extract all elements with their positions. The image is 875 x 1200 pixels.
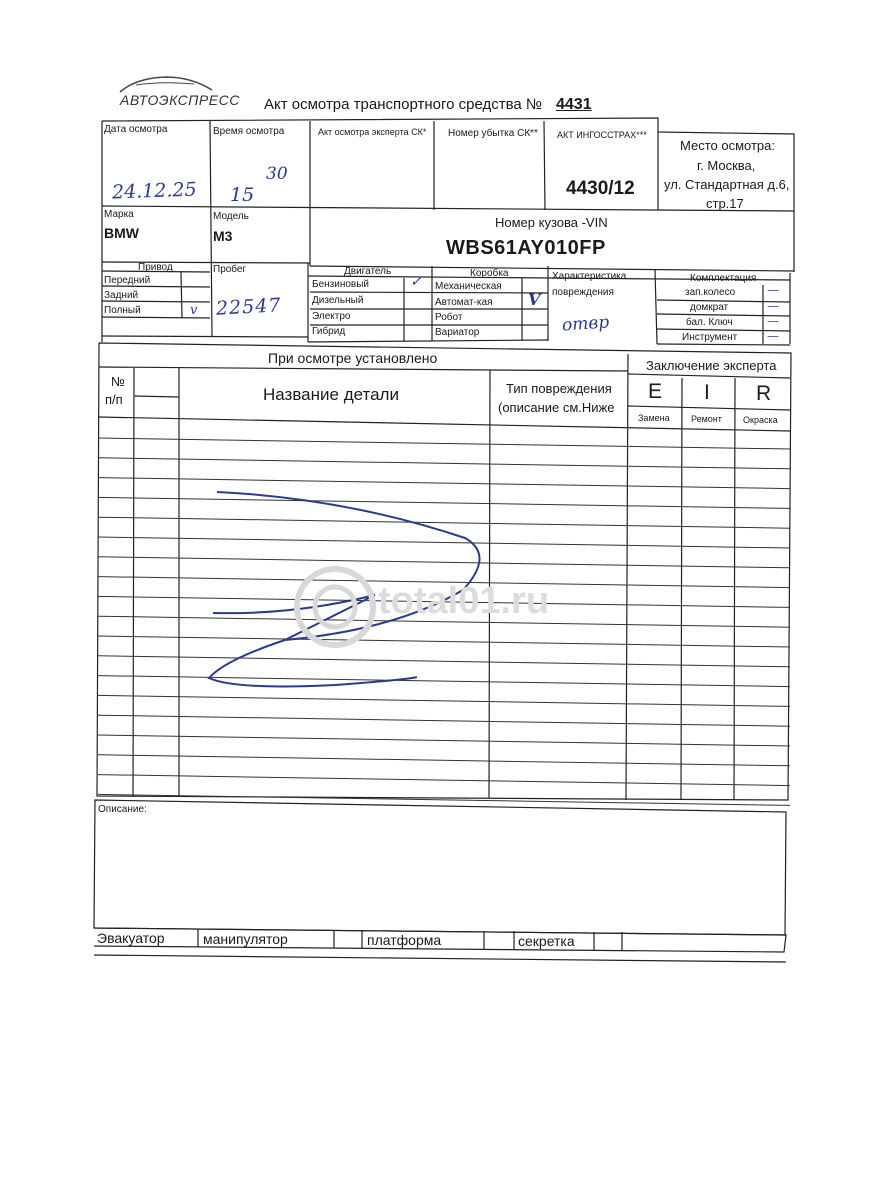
loss-number-label: Номер убытка СК** bbox=[448, 128, 538, 139]
findings-title: При осмотре установлено bbox=[268, 350, 438, 366]
damage-label-1: Характеристика bbox=[552, 271, 627, 282]
footer-platform: платформа bbox=[367, 932, 442, 948]
no-label-2: п/п bbox=[105, 392, 123, 407]
equipment-spare-wheel: зап.колесо bbox=[685, 287, 736, 298]
time-hour: 15 bbox=[230, 184, 255, 206]
date-label: Дата осмотра bbox=[104, 124, 168, 135]
drive-mark: v bbox=[190, 303, 198, 318]
footer-manipulator: манипулятор bbox=[203, 931, 288, 947]
model-label: Модель bbox=[213, 211, 249, 222]
col-e-label: E bbox=[648, 380, 663, 403]
page-title: Акт осмотра транспортного средства № bbox=[264, 96, 543, 113]
equipment-mark-4: — bbox=[767, 329, 779, 343]
place-label: Место осмотра: bbox=[680, 138, 775, 153]
model-value: M3 bbox=[213, 228, 233, 244]
equipment-balloon-key: бал. Ключ bbox=[686, 317, 733, 328]
damage-type-label-2: (описание см.Ниже bbox=[498, 400, 615, 415]
footer-secretka: секретка bbox=[518, 933, 575, 949]
drive-option-all: Полный bbox=[104, 305, 141, 316]
brand-value: BMW bbox=[104, 225, 139, 241]
drive-option-rear: Задний bbox=[104, 290, 139, 301]
conclusion-label: Заключение эксперта bbox=[646, 358, 777, 373]
col-r-label: R bbox=[756, 382, 772, 405]
col-e-sub: Замена bbox=[638, 413, 670, 423]
table-row-line bbox=[98, 458, 790, 469]
table-row-line bbox=[98, 755, 790, 766]
ingos-value: 4430/12 bbox=[566, 178, 635, 199]
equipment-mark-1: — bbox=[767, 283, 779, 297]
damage-value: отвр bbox=[561, 312, 610, 336]
damage-type-label: Тип повреждения bbox=[506, 381, 612, 396]
engine-option-petrol: Бензиновый bbox=[312, 279, 369, 290]
ingos-label: АКТ ИНГОССТРАХ*** bbox=[557, 130, 647, 140]
table-row-line bbox=[98, 775, 790, 786]
gearbox-label: Коробка bbox=[470, 268, 509, 279]
place-city: г. Москва, bbox=[697, 158, 756, 173]
drive-label: Привод bbox=[138, 262, 173, 273]
gearbox-option-cvt: Вариатор bbox=[435, 327, 480, 338]
date-value: 24.12.25 bbox=[111, 178, 197, 204]
act-number: 4431 bbox=[556, 96, 592, 113]
time-label: Время осмотра bbox=[213, 126, 285, 137]
place-building: стр.17 bbox=[706, 196, 744, 211]
time-minutes: 30 bbox=[266, 164, 288, 184]
footer-evacuator: Эвакуатор bbox=[97, 930, 165, 946]
engine-label: Двигатель bbox=[344, 266, 392, 277]
watermark-logo-icon bbox=[290, 562, 380, 652]
equipment-mark-3: — bbox=[767, 314, 779, 328]
engine-option-electric: Электро bbox=[312, 311, 351, 322]
gearbox-option-robot: Робот bbox=[435, 312, 463, 323]
mileage-label: Пробег bbox=[213, 264, 247, 275]
watermark-text: total01.ru bbox=[378, 580, 550, 622]
table-row-line bbox=[98, 438, 790, 449]
table-row-line bbox=[98, 715, 790, 726]
part-name-label: Название детали bbox=[263, 385, 399, 404]
gearbox-option-manual: Механическая bbox=[435, 281, 502, 292]
damage-label-2: повреждения bbox=[552, 287, 614, 298]
drive-option-front: Передний bbox=[104, 275, 151, 286]
equipment-mark-2: — bbox=[767, 299, 779, 313]
place-street: ул. Стандартная д.6, bbox=[664, 177, 790, 192]
col-r-sub: Окраска bbox=[743, 415, 778, 425]
col-i-sub: Ремонт bbox=[691, 414, 722, 424]
mileage-value: 22547 bbox=[215, 294, 282, 320]
description-label: Описание: bbox=[98, 804, 147, 815]
vin-label: Номер кузова -VIN bbox=[495, 215, 608, 230]
equipment-jack: домкрат bbox=[690, 302, 729, 313]
col-i-label: I bbox=[704, 381, 710, 404]
equipment-tools: Инструмент bbox=[682, 332, 738, 343]
table-row-line bbox=[98, 735, 790, 746]
equipment-label: Комплектация bbox=[690, 273, 757, 284]
engine-option-diesel: Дизельный bbox=[312, 295, 364, 306]
gearbox-mark: V bbox=[528, 290, 541, 309]
engine-mark: ✓ bbox=[410, 274, 422, 290]
vin-value: WBS61AY010FP bbox=[446, 237, 606, 259]
logo-text: АВТОЭКСПРЕСС bbox=[120, 92, 240, 108]
gearbox-option-auto: Автомат-кая bbox=[435, 297, 493, 308]
engine-option-hybrid: Гибрид bbox=[312, 326, 346, 337]
brand-label: Марка bbox=[104, 209, 134, 220]
expert-act-label: Акт осмотра эксперта СК* bbox=[318, 127, 427, 137]
no-label: № bbox=[111, 374, 125, 389]
